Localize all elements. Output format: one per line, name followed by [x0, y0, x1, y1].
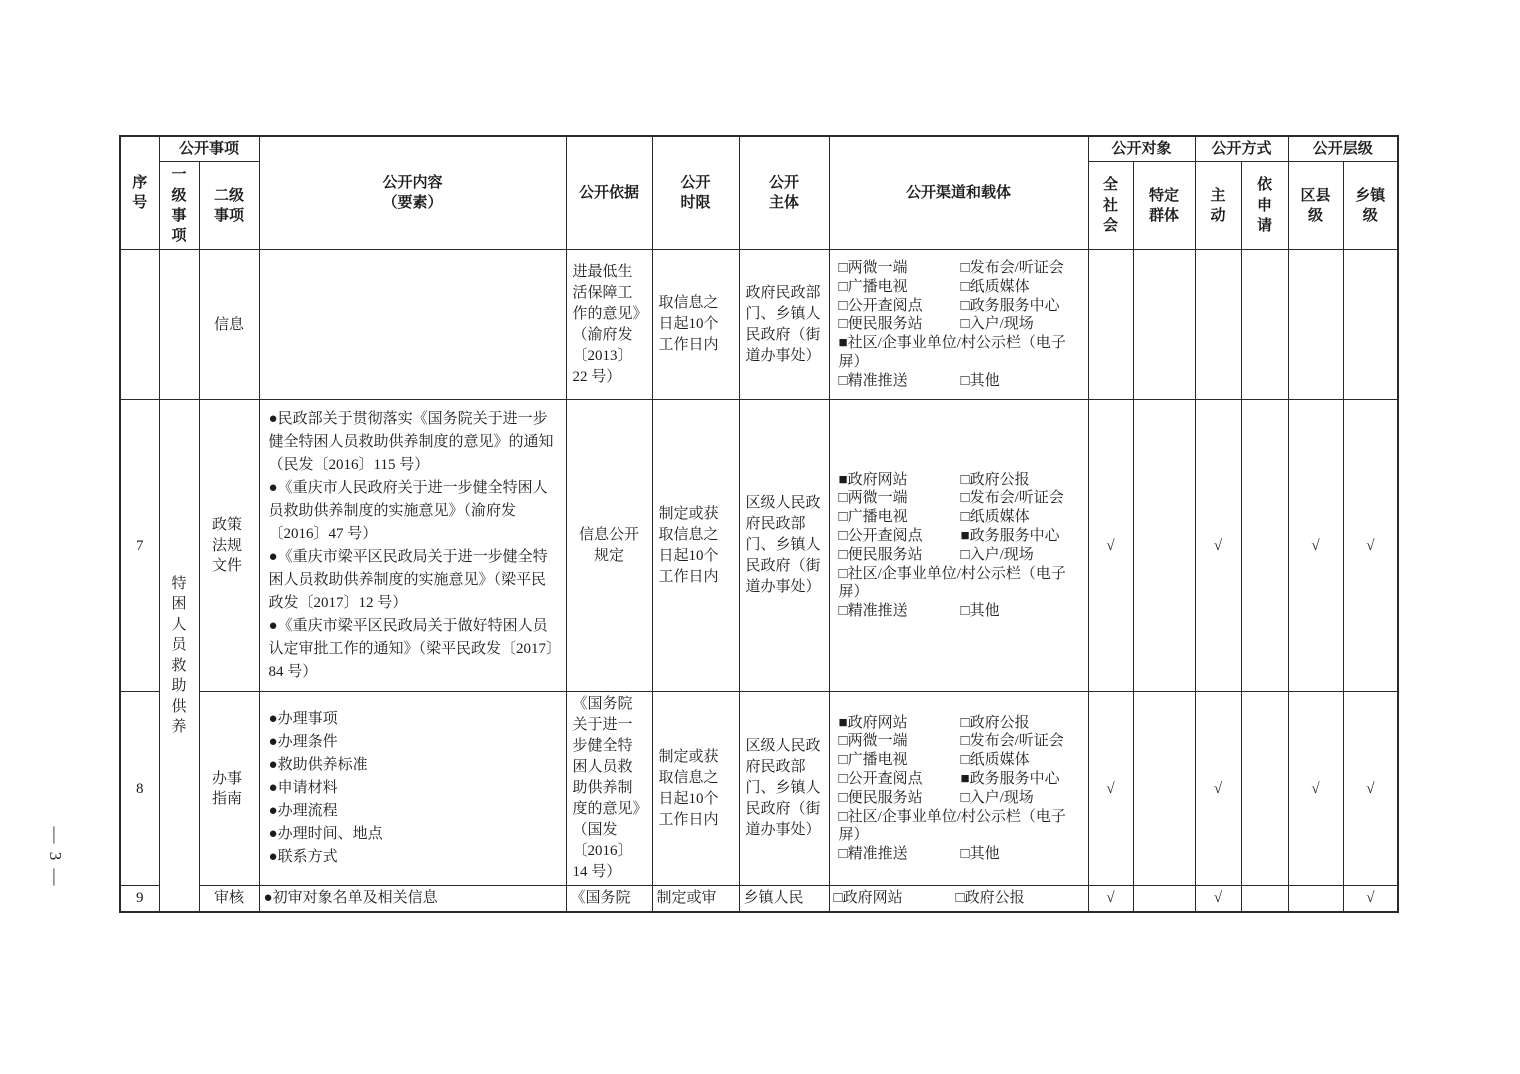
header-content-line2: （要素） [382, 195, 443, 212]
channel-list [839, 259, 1079, 391]
time-limit-cell: 制定或获取信息之日起10个工作日内 [652, 400, 739, 692]
channel-item: □发布会/听证会 [960, 490, 1064, 507]
channel-item: □精准推送 [838, 372, 908, 389]
check-method-on-request [1241, 692, 1288, 886]
header-audience-group: 公开对象 [1088, 136, 1195, 162]
check-tier-township [1343, 250, 1398, 400]
subject-cell: 区级人民政府民政部门、乡镇人民政府（街道办事处） [739, 400, 829, 692]
check-tier-county: √ [1288, 400, 1343, 692]
content-item: ●《重庆市梁平区民政局关于做好特困人员认定审批工作的通知》（梁平民政发〔2017〕84 号） [268, 617, 554, 680]
channel-list [834, 889, 1084, 908]
channel-item: □便民服务站 [838, 789, 923, 806]
header-content [259, 136, 566, 250]
header-tier-township: 乡镇级 [1343, 162, 1398, 250]
basis-cell: 进最低生活保障工作的意见》（渝府发〔2013〕22 号） [566, 250, 652, 400]
header-tier-county: 区县级 [1288, 162, 1343, 250]
channel-item: □其他 [960, 846, 1000, 863]
header-level1: 一级事项 [159, 162, 199, 250]
channel-item: □政务服务中心 [960, 297, 1060, 314]
check-audience-public: √ [1088, 886, 1133, 913]
check-audience-public [1088, 250, 1133, 400]
channel-item: □精准推送 [838, 603, 908, 620]
channel-item: □纸质媒体 [960, 509, 1030, 526]
time-limit-cell: 取信息之日起10个工作日内 [652, 250, 739, 400]
check-tier-county [1288, 886, 1343, 913]
content-item: ●初审对象名单及相关信息 [263, 890, 438, 907]
content-cell [259, 692, 566, 886]
check-method-active: √ [1195, 692, 1241, 886]
content-item: ●申请材料 [268, 780, 338, 797]
content-item: ●办理事项 [268, 711, 338, 728]
header-item-group: 公开事项 [159, 136, 259, 162]
disclosure-table [119, 135, 1399, 913]
channel-item: □两微一端 [838, 733, 908, 750]
content-item: ●办理流程 [268, 803, 338, 820]
header-channels: 公开渠道和载体 [829, 136, 1088, 250]
channel-item: ■政务服务中心 [960, 527, 1060, 544]
time-limit-cell: 制定或审 [652, 886, 739, 913]
header-audience-public: 全社会 [1088, 162, 1133, 250]
channel-item: □便民服务站 [838, 546, 923, 563]
page-number: — 3 — [46, 826, 65, 888]
channel-item: □发布会/听证会 [960, 733, 1064, 750]
channel-item: □纸质媒体 [960, 278, 1030, 295]
channel-item: □两微一端 [838, 490, 908, 507]
channel-item: □其他 [960, 372, 1000, 389]
serial-cell [120, 250, 159, 400]
check-method-on-request [1241, 886, 1288, 913]
channel-item: □政府网站 [833, 890, 903, 907]
content-item: ●办理时间、地点 [268, 826, 383, 843]
channel-item: □社区/企事业单位/村公示栏（电子屏） [838, 565, 1066, 601]
serial-cell: 9 [120, 886, 159, 913]
channel-list [839, 471, 1079, 621]
content-item: ●联系方式 [268, 849, 338, 866]
check-audience-public: √ [1088, 400, 1133, 692]
header-method-group: 公开方式 [1195, 136, 1288, 162]
content-item: ●办理条件 [268, 734, 338, 751]
channel-item: □纸质媒体 [960, 752, 1030, 769]
check-audience-specific [1133, 250, 1195, 400]
check-method-on-request [1241, 400, 1288, 692]
level2-cell: 政策法规文件 [199, 400, 259, 692]
channels-cell [829, 400, 1088, 692]
level2-cell: 审核 [199, 886, 259, 913]
channel-item: □其他 [960, 603, 1000, 620]
content-cell [259, 886, 566, 913]
channel-item: □公开查阅点 [838, 297, 923, 314]
channel-item: □入户/现场 [960, 546, 1034, 563]
check-tier-county [1288, 250, 1343, 400]
header-subject: 公开主体 [739, 136, 829, 250]
header-audience-specific: 特定群体 [1133, 162, 1195, 250]
check-audience-specific [1133, 400, 1195, 692]
check-audience-specific [1133, 692, 1195, 886]
channel-item: □公开查阅点 [838, 770, 923, 787]
channel-item: □两微一端 [838, 259, 908, 276]
header-serial: 序号 [120, 136, 159, 250]
content-item: ●民政部关于贯彻落实《国务院关于进一步健全特困人员救助供养制度的意见》的通知（民发〔2016〕115 号） [268, 410, 554, 473]
content-cell [259, 400, 566, 692]
check-audience-specific [1133, 886, 1195, 913]
header-method-active: 主动 [1195, 162, 1241, 250]
subject-cell: 政府民政部门、乡镇人民政府（街道办事处） [739, 250, 829, 400]
level1-cell: 特困人员救助供养 [159, 400, 199, 913]
channel-item: □广播电视 [838, 752, 908, 769]
subject-cell: 区级人民政府民政部门、乡镇人民政府（街道办事处） [739, 692, 829, 886]
channel-item: □便民服务站 [838, 316, 923, 333]
basis-cell: 信息公开规定 [566, 400, 652, 692]
channel-item: □政府公报 [960, 471, 1030, 488]
channel-item: ■政府网站 [838, 471, 908, 488]
channel-item: □广播电视 [838, 509, 908, 526]
channel-item: □公开查阅点 [838, 527, 923, 544]
time-limit-cell: 制定或获取信息之日起10个工作日内 [652, 692, 739, 886]
level1-cell [159, 250, 199, 400]
header-level2: 二级事项 [199, 162, 259, 250]
check-tier-township: √ [1343, 400, 1398, 692]
channel-item: □社区/企事业单位/村公示栏（电子屏） [838, 808, 1066, 844]
check-tier-township: √ [1343, 886, 1398, 913]
channel-list [839, 714, 1079, 864]
check-method-active: √ [1195, 886, 1241, 913]
check-method-active: √ [1195, 400, 1241, 692]
level2-cell: 办事指南 [199, 692, 259, 886]
basis-cell: 《国务院关于进一步健全特困人员救助供养制度的意见》（国发〔2016〕14 号） [566, 692, 652, 886]
header-tier-group: 公开层级 [1288, 136, 1398, 162]
channel-item: □入户/现场 [960, 789, 1034, 806]
channel-item: □发布会/听证会 [960, 259, 1064, 276]
check-tier-county: √ [1288, 692, 1343, 886]
subject-cell: 乡镇人民 [739, 886, 829, 913]
serial-cell: 8 [120, 692, 159, 886]
channels-cell [829, 250, 1088, 400]
content-item: ●《重庆市梁平区民政局关于进一步健全特困人员救助供养制度的实施意见》（梁平民政发〔2017〕12 号） [268, 548, 548, 611]
header-time-limit: 公开时限 [652, 136, 739, 250]
level2-cell: 信息 [199, 250, 259, 400]
content-item: ●《重庆市人民政府关于进一步健全特困人员救助供养制度的实施意见》（渝府发〔2016〕47 号） [268, 479, 548, 542]
content-cell [259, 250, 566, 400]
channel-item: □政府公报 [960, 714, 1030, 731]
header-basis: 公开依据 [566, 136, 652, 250]
channel-item: ■社区/企事业单位/村公示栏（电子屏） [838, 335, 1066, 370]
check-audience-public: √ [1088, 692, 1133, 886]
header-method-on-request: 依申请 [1241, 162, 1288, 250]
content-item: ●救助供养标准 [268, 757, 368, 774]
channel-item: ■政府网站 [838, 714, 908, 731]
channel-item: □入户/现场 [960, 316, 1034, 333]
channels-cell [829, 886, 1088, 913]
channel-item: □广播电视 [838, 278, 908, 295]
serial-cell: 7 [120, 400, 159, 692]
channel-item: ■政务服务中心 [960, 770, 1060, 787]
channels-cell [829, 692, 1088, 886]
header-content-line1: 公开内容 [382, 174, 443, 191]
channel-item: □精准推送 [838, 846, 908, 863]
check-method-active [1195, 250, 1241, 400]
check-tier-township: √ [1343, 692, 1398, 886]
check-method-on-request [1241, 250, 1288, 400]
channel-item: □政府公报 [955, 890, 1025, 907]
basis-cell: 《国务院 [566, 886, 652, 913]
